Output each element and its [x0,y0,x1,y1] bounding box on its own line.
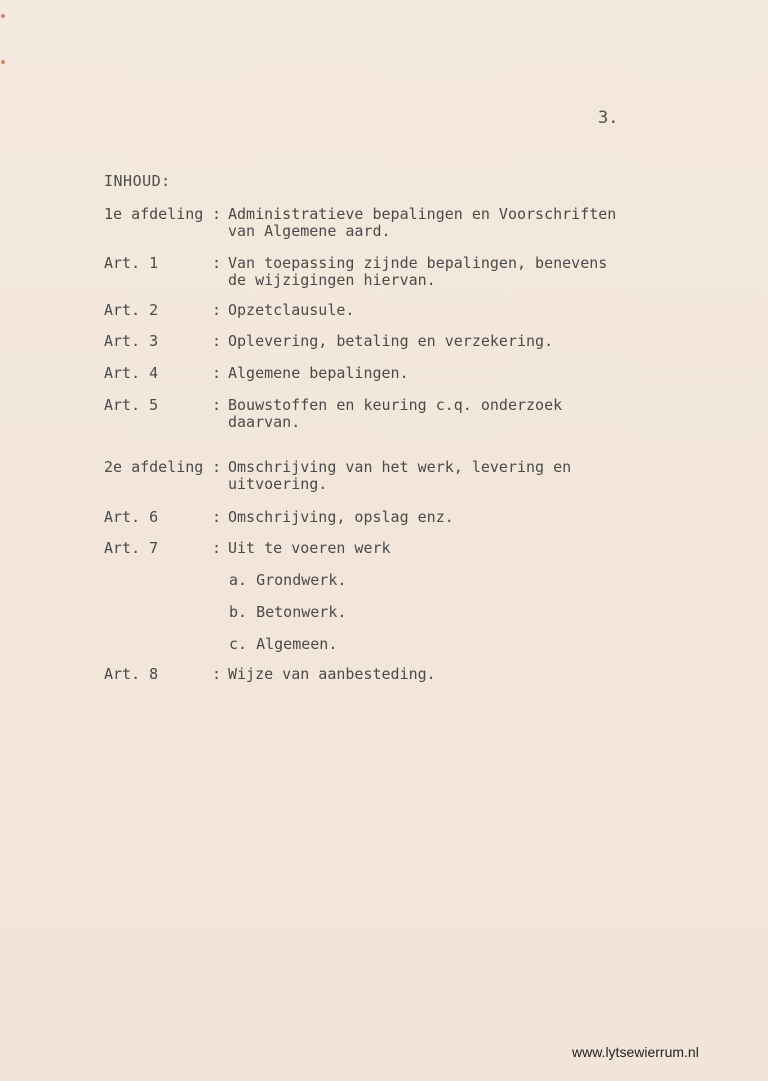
entry-text: Opzetclausule. [228,301,355,319]
entry-label: Art. 6 [104,508,159,526]
entry-label: Art. 2 [104,301,159,319]
page-number: 3. [598,108,619,128]
entry-separator: : [212,508,222,526]
sub-item: c. Algemeen. [229,635,338,653]
entry-separator: : [212,665,222,683]
entry-text: Uit te voeren werk [228,539,391,557]
entry-label: Art. 3 [104,332,159,350]
entry-label: Art. 4 [104,364,159,382]
sub-item: b. Betonwerk. [229,603,347,621]
entry-separator: : [212,332,222,350]
paper-stain [1,60,5,64]
entry-text: Administratieve bepalingen en Voorschriften van Algemene aard. [228,205,617,240]
entry-separator: : [212,301,222,319]
entry-label: 1e afdeling [104,205,204,223]
entry-text: Omschrijving, opslag enz. [228,508,454,526]
paper-stain [1,14,5,18]
entry-text: Omschrijving van het werk, levering en uitvoering. [228,458,572,493]
entry-label: Art. 8 [104,665,159,683]
entry-label: Art. 5 [104,396,159,414]
entry-separator: : [212,254,222,272]
entry-text: Oplevering, betaling en verzekering. [228,332,554,350]
entry-separator: : [212,396,222,414]
entry-separator: : [212,364,222,382]
sub-item: a. Grondwerk. [229,571,347,589]
entry-separator: : [212,458,222,476]
entry-text: Algemene bepalingen. [228,364,409,382]
entry-text: Wijze van aanbesteding. [228,665,436,683]
entry-separator: : [212,205,222,223]
entry-separator: : [212,539,222,557]
entry-label: Art. 1 [104,254,159,272]
entry-label: Art. 7 [104,539,159,557]
entry-label: 2e afdeling [104,458,204,476]
website-watermark: www.lytsewierrum.nl [572,1044,699,1060]
contents-heading: INHOUD: [104,172,171,190]
entry-text: Bouwstoffen en keuring c.q. onderzoek daarvan. [228,396,563,431]
entry-text: Van toepassing zijnde bepalingen, benevens de wijzigingen hiervan. [228,254,608,289]
